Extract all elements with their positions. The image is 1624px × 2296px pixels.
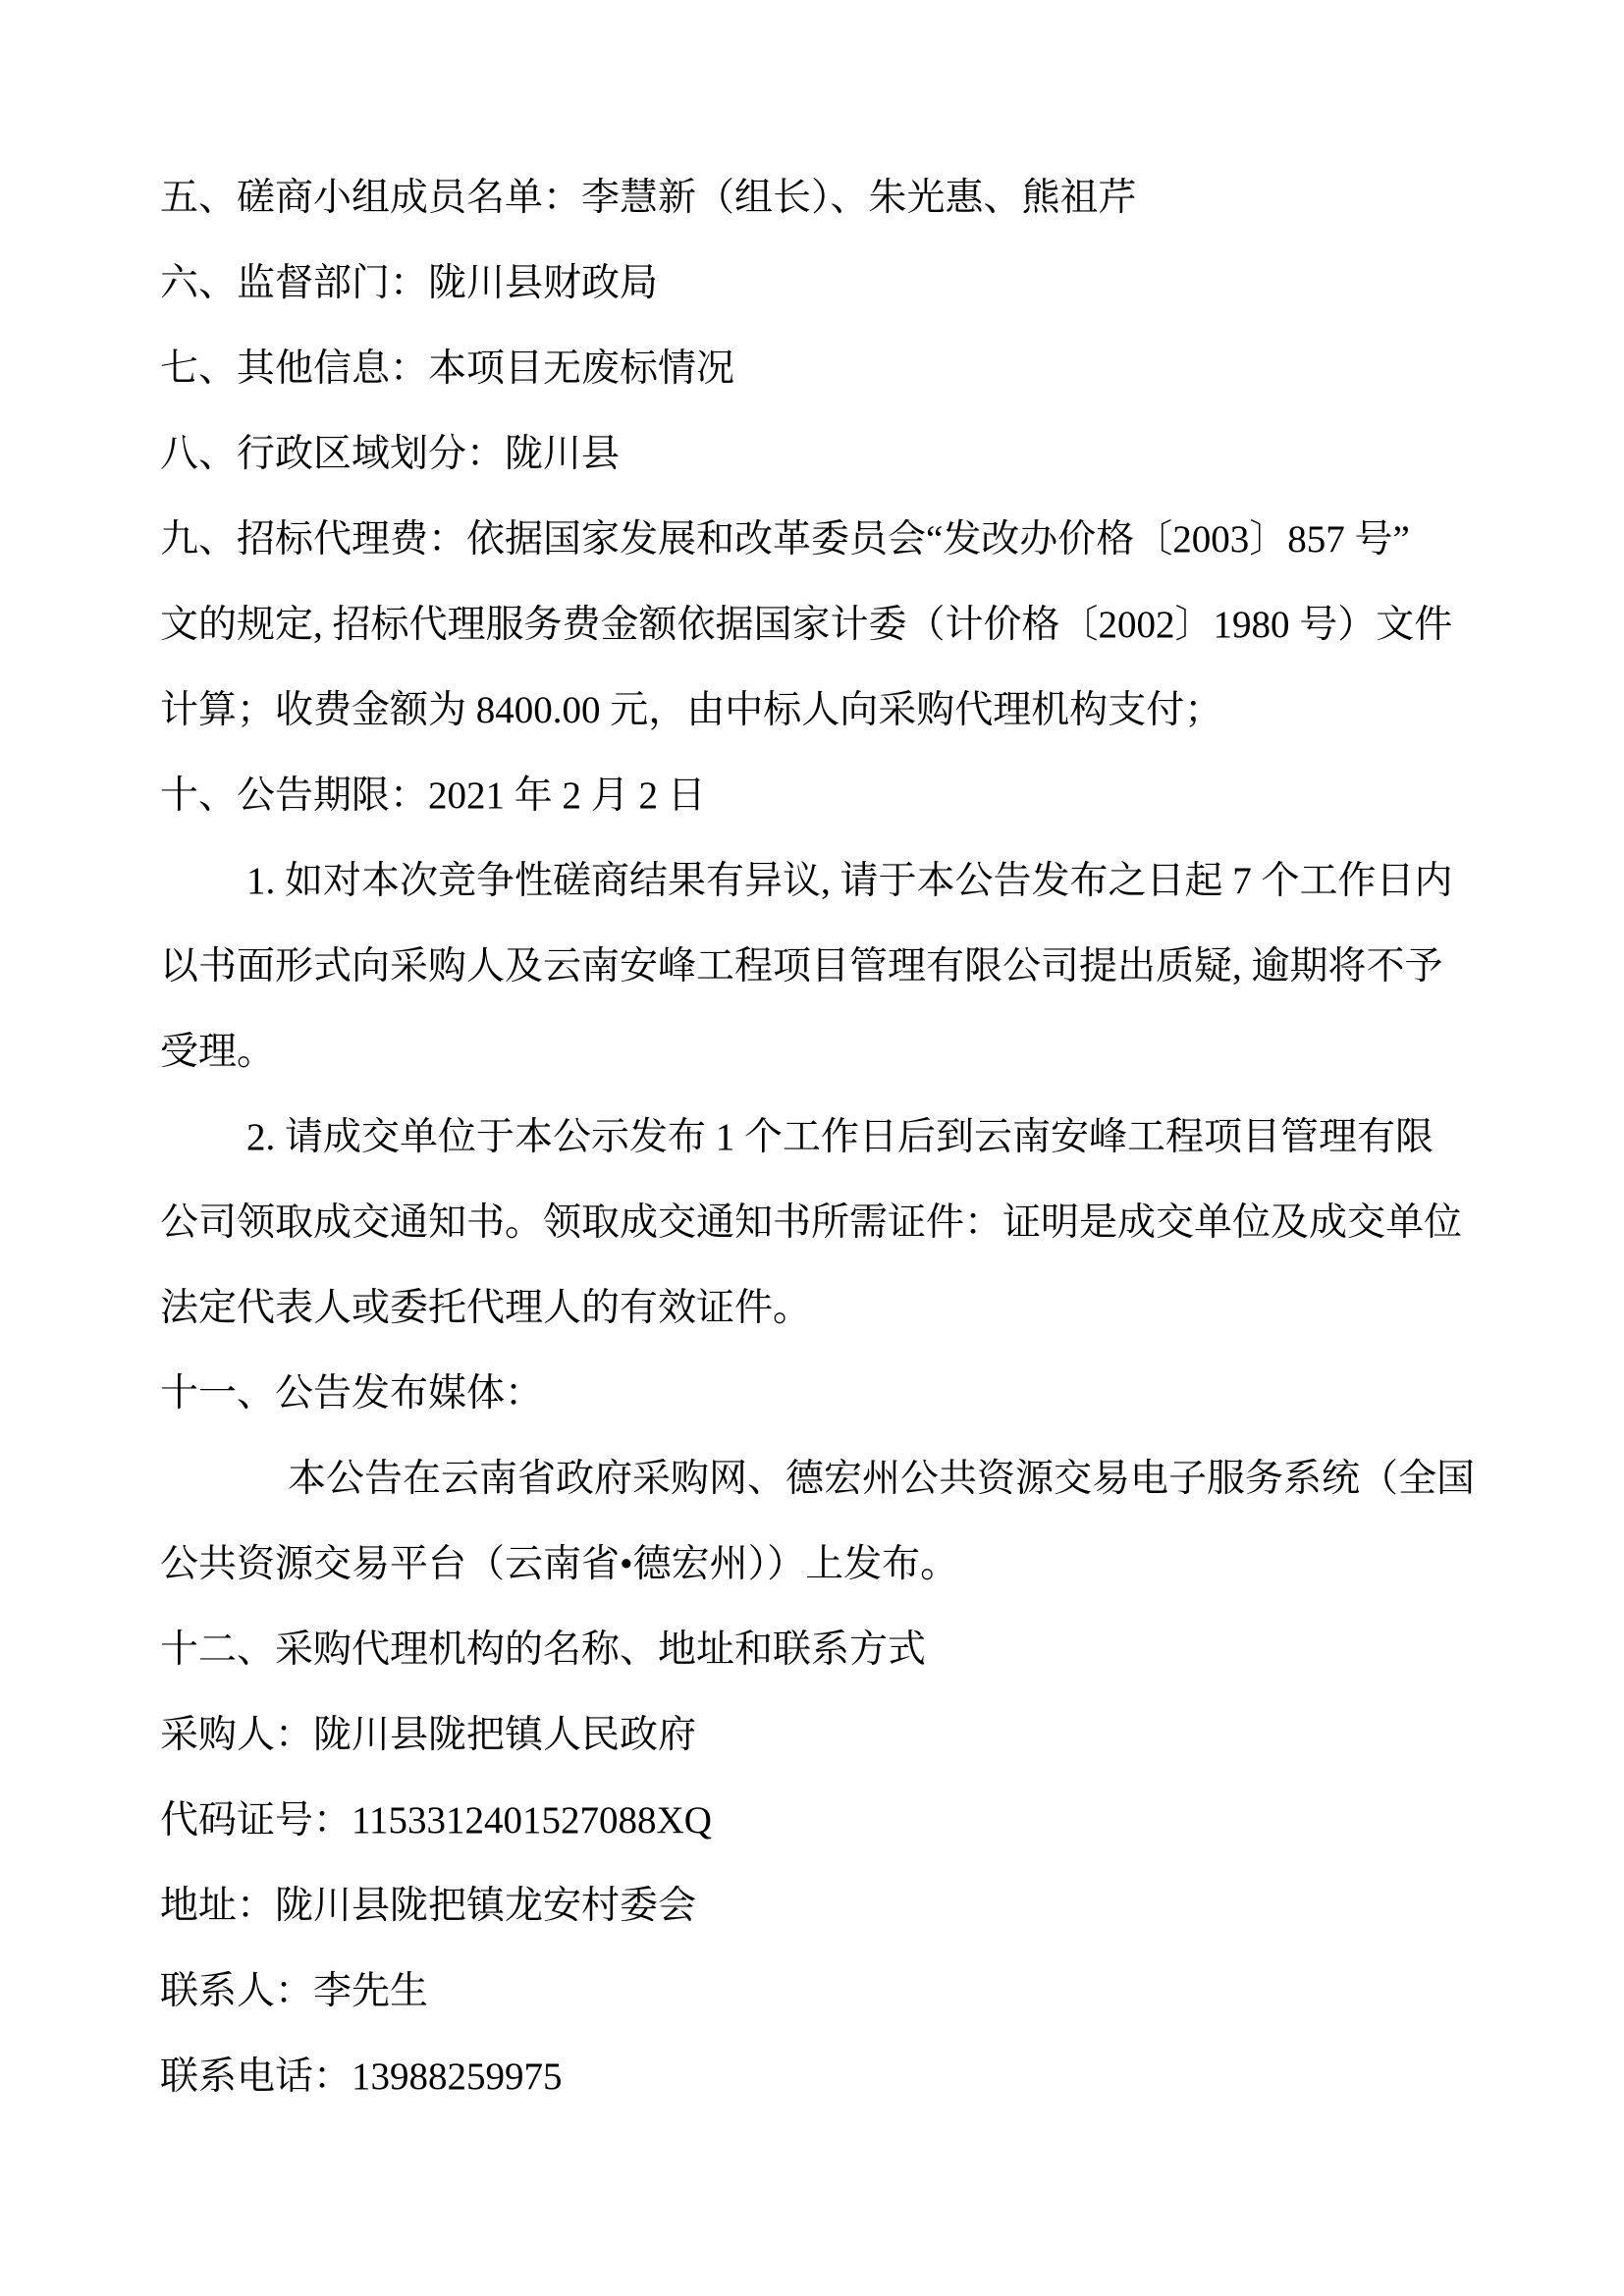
- doc-line: 以书面形式向采购人及云南安峰工程项目管理有限公司提出质疑, 逾期将不予: [160, 945, 1443, 988]
- doc-line: 本公告在云南省政府采购网、德宏州公共资源交易电子服务系统（全国: [288, 1458, 1476, 1500]
- doc-line: 计算；收费金额为 8400.00 元，由中标人向采购代理机构支付；: [160, 689, 1223, 731]
- doc-line: 2. 请成交单位于本公示发布 1 个工作日后到云南安峰工程项目管理有限: [246, 1116, 1435, 1158]
- doc-line: 采购人：陇川县陇把镇人民政府: [160, 1714, 697, 1756]
- doc-line: 地址：陇川县陇把镇龙安村委会: [160, 1885, 697, 1927]
- doc-line: 法定代表人或委托代理人的有效证件。: [160, 1287, 812, 1329]
- doc-line: 代码证号：1153312401527088XQ: [160, 1799, 712, 1842]
- doc-line: 八、行政区域划分：陇川县: [160, 433, 621, 475]
- doc-line: 六、监督部门：陇川县财政局: [160, 262, 659, 304]
- doc-line: 七、其他信息：本项目无废标情况: [160, 347, 735, 390]
- doc-line: 联系电话：13988259975: [160, 2056, 563, 2098]
- doc-line: 十一、公告发布媒体：: [160, 1372, 544, 1415]
- doc-line: 联系人：李先生: [160, 1970, 429, 2012]
- doc-line: 十二、采购代理机构的名称、地址和联系方式: [160, 1629, 927, 1671]
- doc-line: 五、磋商小组成员名单：李慧新（组长）、朱光惠、熊祖芹: [160, 177, 1137, 219]
- doc-line: 1. 如对本次竞争性磋商结果有异议, 请于本公告发布之日起 7 个工作日内: [246, 860, 1453, 902]
- doc-line: 九、招标代理费：依据国家发展和改革委员会“发改办价格〔2003〕857 号”: [160, 518, 1410, 561]
- doc-line: 受理。: [160, 1031, 276, 1073]
- doc-line: 文的规定, 招标代理服务费金额依据国家计委（计价格〔2002〕1980 号）文件: [160, 604, 1453, 646]
- doc-line: 十、公告期限：2021 年 2 月 2 日: [160, 774, 706, 817]
- doc-line: 公司领取成交通知书。领取成交通知书所需证件：证明是成交单位及成交单位: [160, 1201, 1463, 1244]
- doc-line: 公共资源交易平台（云南省•德宏州））上发布。: [160, 1543, 959, 1585]
